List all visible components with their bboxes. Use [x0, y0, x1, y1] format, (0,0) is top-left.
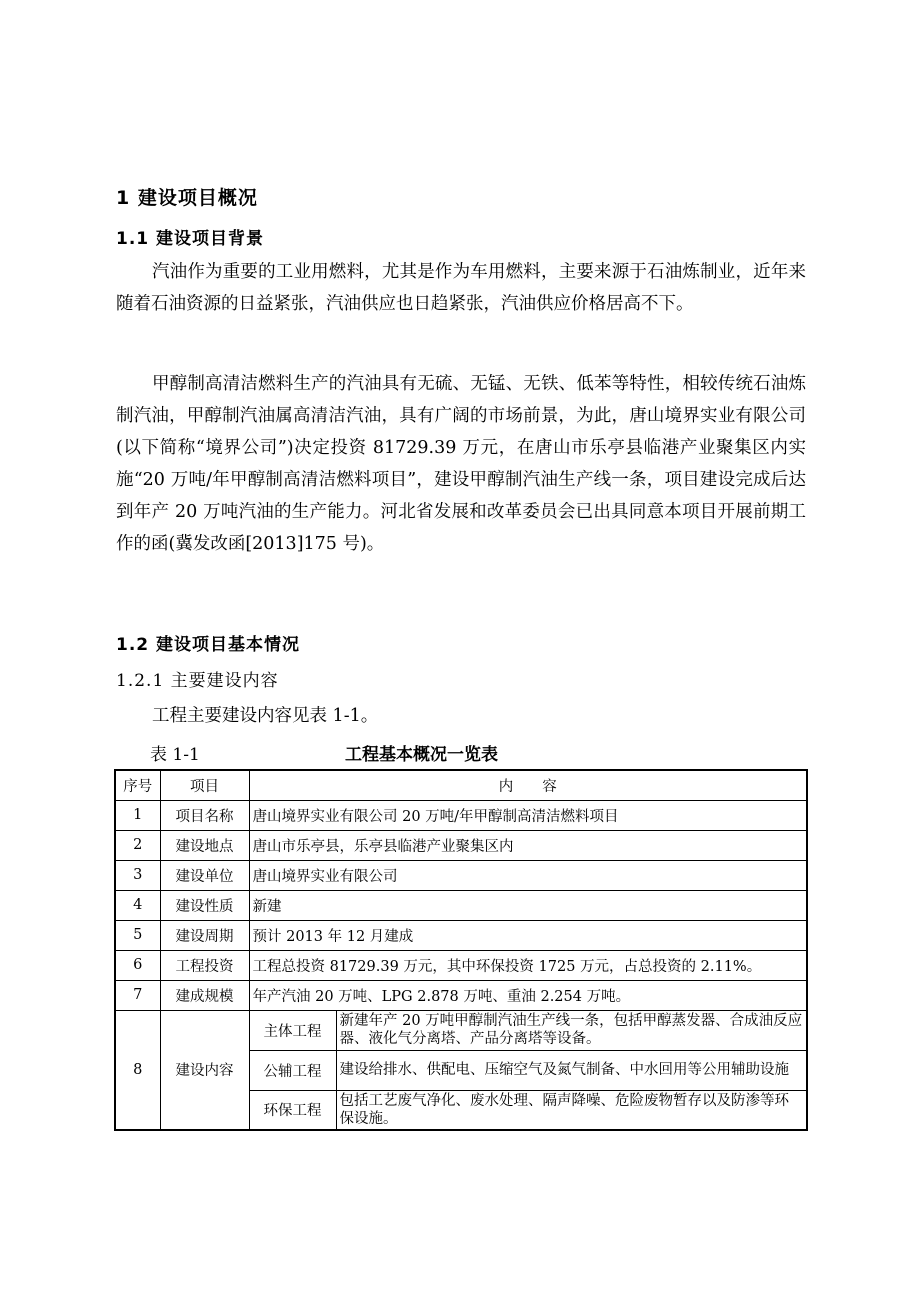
table-title: 工程基本概况一览表 [345, 745, 498, 765]
row-content: 年产汽油 20 万吨、LPG 2.878 万吨、重油 2.254 万吨。 [249, 980, 807, 1010]
row-item: 建成规模 [160, 980, 249, 1010]
section-1-1-heading: 1.1 建设项目背景 [116, 229, 265, 249]
sub-item-content: 包括工艺废气净化、废水处理、隔声降噪、危险废物暂存以及防渗等环保设施。 [336, 1090, 807, 1130]
section-1-2-1-heading: 1.2.1 主要建设内容 [116, 671, 279, 691]
row-content: 唐山境界实业有限公司 [249, 860, 807, 890]
row-item: 建设性质 [160, 890, 249, 920]
row-item: 工程投资 [160, 950, 249, 980]
row-no: 4 [115, 890, 160, 920]
table-row [115, 830, 807, 860]
header-no: 序号 [115, 770, 160, 800]
sub-item-name: 公辅工程 [249, 1050, 336, 1090]
sub-item-name: 环保工程 [249, 1090, 336, 1130]
row-no: 3 [115, 860, 160, 890]
table-row [115, 950, 807, 980]
table-header-row [115, 770, 807, 800]
sub-item-content: 新建年产 20 万吨甲醇制汽油生产线一条，包括甲醇蒸发器、合成油反应器、液化气分离塔、产品分离塔等设备。 [336, 1010, 807, 1050]
background-paragraph-1: 汽油作为重要的工业用燃料，尤其是作为车用燃料，主要来源于石油炼制业，近年来随着石油资源的日益紧张，汽油供应也日趋紧张，汽油供应价格居高不下。 [116, 262, 806, 314]
table-row [115, 890, 807, 920]
row-content: 预计 2013 年 12 月建成 [249, 920, 807, 950]
header-item: 项目 [160, 770, 249, 800]
row-no: 2 [115, 830, 160, 860]
row-content: 唐山市乐亭县，乐亭县临港产业聚集区内 [249, 830, 807, 860]
row-item: 项目名称 [160, 800, 249, 830]
section-1-heading: 1 建设项目概况 [116, 187, 258, 209]
table-row [115, 1010, 807, 1050]
row-item: 建设内容 [160, 1010, 249, 1130]
row-no: 7 [115, 980, 160, 1010]
table-row [115, 980, 807, 1010]
project-overview-table [114, 769, 808, 1131]
table-row [115, 920, 807, 950]
row-content: 工程总投资 81729.39 万元，其中环保投资 1725 万元，占总投资的 2.11%。 [249, 950, 807, 980]
table-row [115, 800, 807, 830]
row-item: 建设周期 [160, 920, 249, 950]
table-number: 表 1-1 [150, 745, 200, 765]
background-paragraph-2: 甲醇制高清洁燃料生产的汽油具有无硫、无锰、无铁、低苯等特性，相较传统石油炼制汽油，甲醇制汽油属高清洁汽油，具有广阔的市场前景，为此，唐山境界实业有限公司(以下简称“境界公司”)决定投资 81729.39 万元，在唐山市乐亭县临港产业聚集区内实施“20 万吨/年甲醇制高清洁燃料项目”，建设甲醇制汽油生产线一条，项目建设完成后达到年产 20 万吨汽油的生产能力。河北省发展和改革委员会已出具同意本项目开展前期工作的函(冀发改函[2013]175 号)。 [116, 374, 806, 554]
sub-item-content: 建设给排水、供配电、压缩空气及氮气制备、中水回用等公用辅助设施 [336, 1050, 807, 1090]
header-content: 内 容 [249, 770, 807, 800]
sub-item-name: 主体工程 [249, 1010, 336, 1050]
section-1-2-heading: 1.2 建设项目基本情况 [116, 635, 301, 655]
row-item: 建设单位 [160, 860, 249, 890]
table-intro-text: 工程主要建设内容见表 1-1。 [152, 706, 379, 726]
row-content: 唐山境界实业有限公司 20 万吨/年甲醇制高清洁燃料项目 [249, 800, 807, 830]
row-item: 建设地点 [160, 830, 249, 860]
row-no: 5 [115, 920, 160, 950]
row-content: 新建 [249, 890, 807, 920]
row-no: 8 [115, 1010, 160, 1130]
row-no: 6 [115, 950, 160, 980]
table-row [115, 860, 807, 890]
row-no: 1 [115, 800, 160, 830]
